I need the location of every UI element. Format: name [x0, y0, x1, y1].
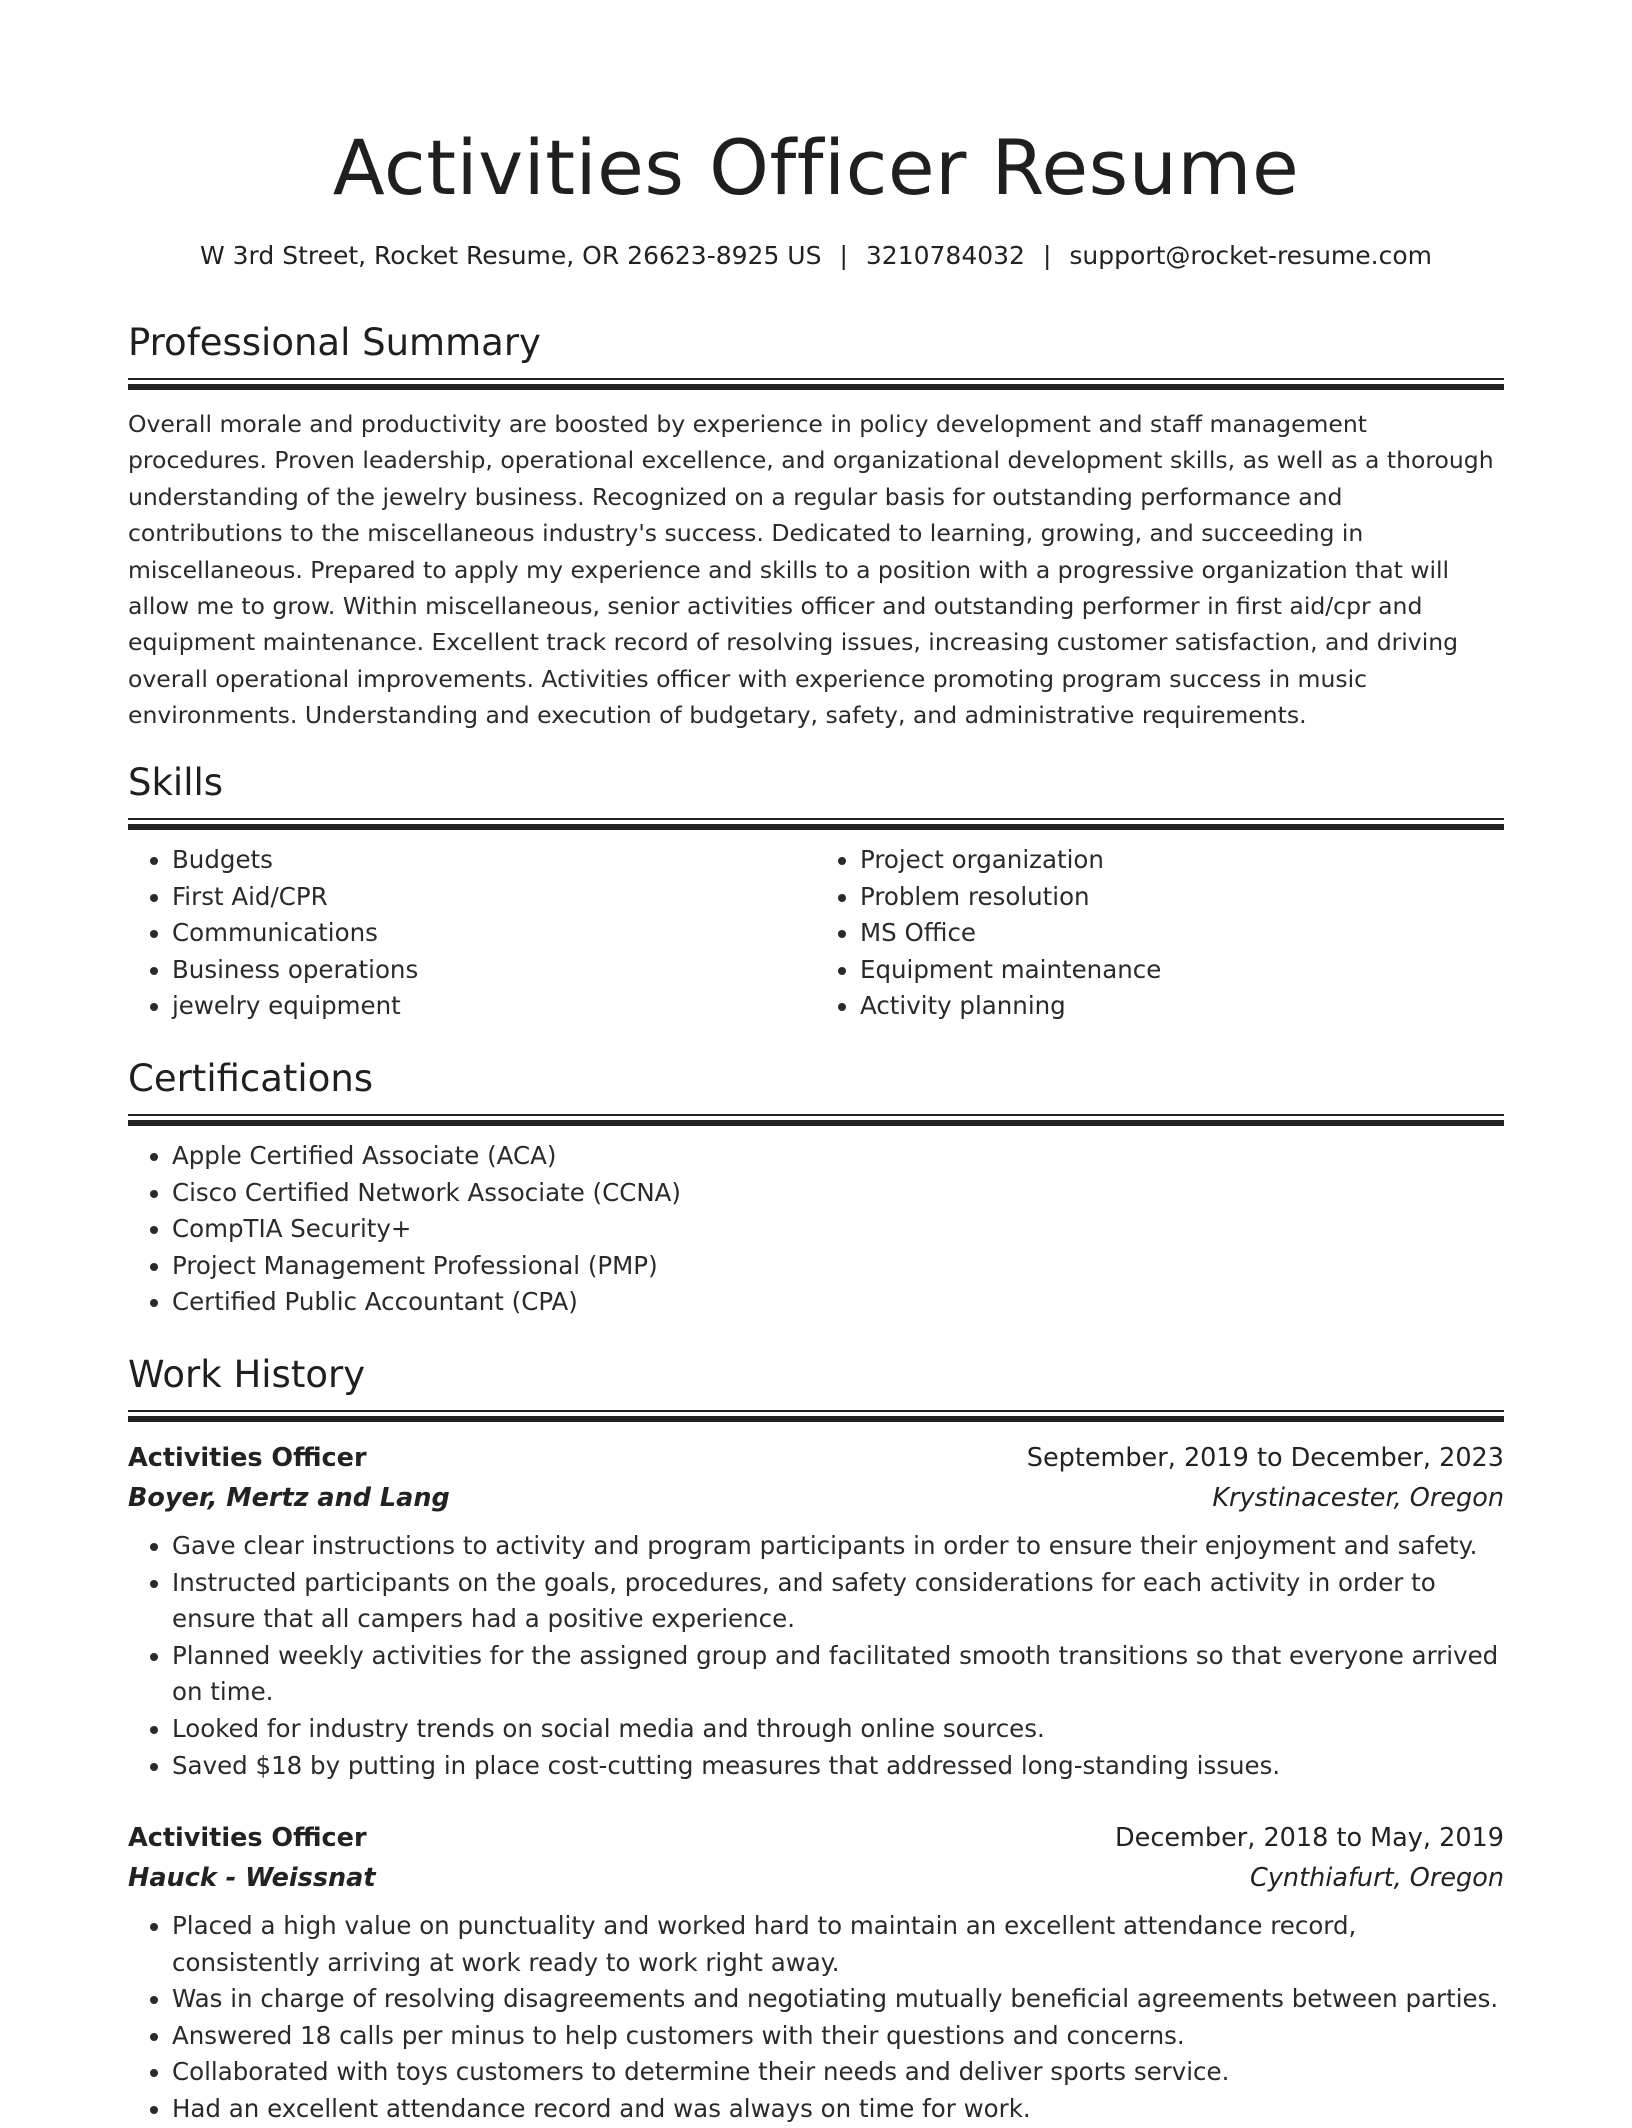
skill-item: • Activity planning: [860, 988, 1504, 1025]
section-divider: [128, 1114, 1504, 1128]
certification-item: • CompTIA Security+: [172, 1211, 1504, 1248]
job-bullet: • Instructed participants on the goals, procedures, and safety considerations for each activity in order to ensure that all campers had a positive experience.: [172, 1565, 1504, 1638]
work-history-section: [128, 1350, 1504, 1424]
skill-item: • Problem resolution: [860, 879, 1504, 916]
job-bullet: • Placed a high value on punctuality and worked hard to maintain an excellent attendance record, consistently arriving at work ready to work right away.: [172, 1908, 1504, 1981]
job-dates: December, 2018 to May, 2019: [1115, 1823, 1504, 1853]
job-bullet: • Collaborated with toys customers to determine their needs and deliver sports service.: [172, 2054, 1504, 2091]
section-heading: Professional Summary: [128, 321, 541, 364]
section-heading: Work History: [128, 1353, 366, 1396]
job-entry: [128, 1818, 1504, 2128]
section-divider: [128, 378, 1504, 392]
phone: 3210784032: [865, 241, 1025, 270]
job-dates: September, 2019 to December, 2023: [1026, 1443, 1504, 1473]
job-subheader: [128, 1478, 1504, 1518]
separator: |: [839, 241, 848, 270]
job-bullet: • Looked for industry trends on social media and through online sources.: [172, 1711, 1504, 1748]
certification-item: • Apple Certified Associate (ACA): [172, 1138, 1504, 1175]
job-header: [128, 1438, 1504, 1478]
job-entry: [128, 1438, 1504, 1784]
skills-section: [128, 758, 1504, 1025]
skill-item: • Business operations: [172, 952, 816, 989]
job-bullets: [128, 1528, 1504, 1784]
job-bullet: • Gave clear instructions to activity and program participants in order to ensure their enjoyment and safety.: [172, 1528, 1504, 1565]
page-title: Activities Officer Resume: [332, 123, 1300, 212]
skill-item: • MS Office: [860, 915, 1504, 952]
job-title: Activities Officer: [128, 1443, 367, 1473]
job-subheader: [128, 1858, 1504, 1898]
job-company: Boyer, Mertz and Lang: [128, 1483, 450, 1513]
skill-item: • jewelry equipment: [172, 988, 816, 1025]
job-bullet: • Answered 18 calls per minus to help customers with their questions and concerns.: [172, 2018, 1504, 2055]
separator: |: [1042, 241, 1052, 270]
skill-item: • Equipment maintenance: [860, 952, 1504, 989]
job-bullets: [128, 1908, 1504, 2128]
job-company: Hauck - Weissnat: [128, 1863, 376, 1893]
skills-list-left: [128, 842, 816, 1025]
skill-item: • Project organization: [860, 842, 1504, 879]
skill-item: • Communications: [172, 915, 816, 952]
skills-list-right: [816, 842, 1504, 1025]
certifications-section: [128, 1054, 1504, 1321]
skill-item: • First Aid/CPR: [172, 879, 816, 916]
job-title: Activities Officer: [128, 1823, 367, 1853]
job-bullet: • Had an excellent attendance record and was always on time for work.: [172, 2091, 1504, 2128]
job-location: Cynthiafurt, Oregon: [1250, 1863, 1504, 1893]
summary-section: [128, 318, 1504, 734]
job-header: [128, 1818, 1504, 1858]
job-bullet: • Was in charge of resolving disagreements and negotiating mutually beneficial agreements between parties.: [172, 1981, 1504, 2018]
address: W 3rd Street, Rocket Resume, OR 26623-8925 US: [199, 241, 822, 270]
certification-item: • Cisco Certified Network Associate (CCNA): [172, 1175, 1504, 1212]
section-heading: Skills: [128, 761, 224, 804]
certifications-list: [128, 1138, 1504, 1321]
section-divider: [128, 1410, 1504, 1424]
email-link[interactable]: support@rocket-resume.com: [1069, 241, 1433, 270]
skills-columns: [128, 842, 1504, 1025]
certification-item: • Project Management Professional (PMP): [172, 1248, 1504, 1285]
job-bullet: • Saved $18 by putting in place cost-cutting measures that addressed long-standing issues.: [172, 1748, 1504, 1785]
skill-item: • Budgets: [172, 842, 816, 879]
contact-line: [0, 238, 1632, 274]
summary-text: Overall morale and productivity are boosted by experience in policy development and staff management procedures. Proven leadership, operational excellence, and organizational development skills, as well as a thorough understanding of the jewelry business. Recognized on a regular basis for outstanding performance and contributions to the miscellaneous industry's success. Dedicated to learning, growing, and succeeding in miscellaneous. Prepared to apply my experience and skills to a position with a progressive organization that will allow me to grow. Within miscellaneous, senior activities officer and outstanding performer in first aid/cpr and equipment maintenance. Excellent track record of resolving issues, increasing customer satisfaction, and driving overall operational improvements. Activities officer with experience promoting program success in music environments. Understanding and execution of budgetary, safety, and administrative requirements.: [128, 410, 1494, 730]
job-bullet: • Planned weekly activities for the assigned group and facilitated smooth transitions so that everyone arrived on time.: [172, 1638, 1504, 1711]
certification-item: • Certified Public Accountant (CPA): [172, 1284, 1504, 1321]
section-heading: Certifications: [128, 1057, 374, 1100]
section-divider: [128, 818, 1504, 832]
job-location: Krystinacester, Oregon: [1212, 1483, 1504, 1513]
